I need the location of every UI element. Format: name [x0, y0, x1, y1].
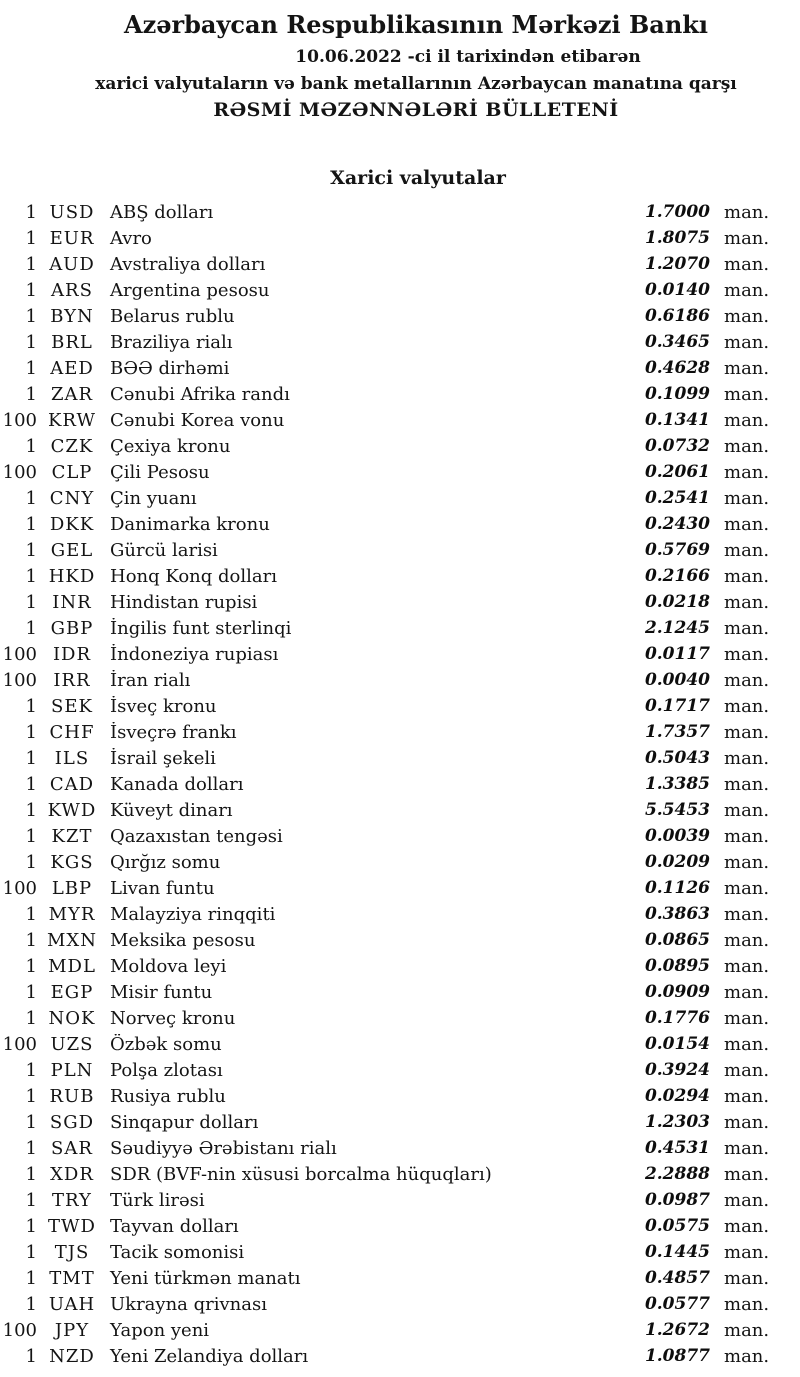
- currency-row: [0, 745, 800, 771]
- currency-code: JPY: [54, 1319, 90, 1341]
- currency-quantity: 1: [25, 487, 37, 509]
- currency-rate: 0.3863: [644, 904, 710, 924]
- currency-unit: man.: [724, 201, 770, 223]
- currency-code: ILS: [54, 747, 90, 769]
- currency-row: [0, 667, 800, 693]
- currency-code: LBP: [51, 877, 93, 899]
- currency-row: [0, 199, 800, 225]
- currency-name: Moldova leyi: [110, 955, 227, 977]
- currency-unit: man.: [724, 383, 770, 405]
- currency-name: İsveçrə frankı: [110, 721, 237, 743]
- currency-row: [0, 1083, 800, 1109]
- currency-name: Belarus rublu: [110, 305, 235, 327]
- currency-code: TJS: [54, 1241, 90, 1263]
- currency-unit: man.: [724, 591, 770, 613]
- currency-name: Malayziya rinqqiti: [110, 903, 276, 925]
- currency-name: Qırğız somu: [110, 851, 221, 873]
- currency-rate: 0.0039: [644, 826, 710, 846]
- currency-code: AED: [50, 357, 94, 379]
- currency-code: IRR: [53, 669, 91, 691]
- currency-rate: 0.1445: [644, 1242, 710, 1262]
- currency-rate: 1.8075: [644, 228, 710, 248]
- currency-row: [0, 277, 800, 303]
- currency-unit: man.: [724, 461, 770, 483]
- currency-row: [0, 485, 800, 511]
- currency-unit: man.: [724, 1189, 770, 1211]
- currency-unit: man.: [724, 1345, 770, 1367]
- currency-name: Misir funtu: [110, 981, 213, 1003]
- currency-rate: 0.0895: [644, 956, 710, 976]
- currency-unit: man.: [724, 253, 770, 275]
- currency-quantity: 1: [25, 1293, 37, 1315]
- currency-unit: man.: [724, 305, 770, 327]
- currency-quantity: 1: [25, 851, 37, 873]
- currency-unit: man.: [724, 1215, 770, 1237]
- currency-code: SEK: [51, 695, 93, 717]
- currency-code: KGS: [50, 851, 94, 873]
- currency-rate: 1.7000: [644, 202, 710, 222]
- currency-quantity: 1: [25, 1163, 37, 1185]
- currency-code: CNY: [49, 487, 95, 509]
- currency-row: [0, 303, 800, 329]
- exchange-rates-table: [0, 199, 800, 1369]
- currency-code: INR: [52, 591, 92, 613]
- currency-name: Səudiyyə Ərəbistanı rialı: [110, 1137, 337, 1159]
- currency-quantity: 1: [25, 357, 37, 379]
- currency-unit: man.: [724, 643, 770, 665]
- currency-code: ZAR: [50, 383, 94, 405]
- currency-unit: man.: [724, 1033, 770, 1055]
- currency-unit: man.: [724, 617, 770, 639]
- currency-code: KRW: [47, 409, 97, 431]
- currency-quantity: 1: [25, 227, 37, 249]
- currency-rate: 0.0218: [644, 592, 710, 612]
- currency-row: [0, 1187, 800, 1213]
- currency-rate: 0.0577: [644, 1294, 710, 1314]
- currency-name: ABŞ dolları: [110, 201, 214, 223]
- currency-unit: man.: [724, 1085, 770, 1107]
- currency-name: Çin yuanı: [110, 487, 197, 509]
- currency-quantity: 1: [25, 279, 37, 301]
- currency-rate: 0.3924: [644, 1060, 710, 1080]
- currency-name: Tacik somonisi: [110, 1241, 245, 1263]
- currency-code: KWD: [47, 799, 97, 821]
- currency-row: [0, 225, 800, 251]
- currency-name: Yeni türkmən manatı: [110, 1267, 301, 1289]
- currency-rate: 0.2430: [644, 514, 710, 534]
- currency-row: [0, 693, 800, 719]
- currency-unit: man.: [724, 435, 770, 457]
- currency-quantity: 1: [25, 1137, 37, 1159]
- currency-quantity: 1: [25, 201, 37, 223]
- currency-unit: man.: [724, 409, 770, 431]
- currency-code: NOK: [48, 1007, 96, 1029]
- currency-quantity: 1: [25, 305, 37, 327]
- currency-quantity: 100: [2, 643, 37, 665]
- currency-code: AUD: [49, 253, 95, 275]
- currency-name: İsveç kronu: [110, 695, 217, 717]
- currency-unit: man.: [724, 929, 770, 951]
- currency-quantity: 100: [2, 669, 37, 691]
- currency-rate: 0.1717: [644, 696, 710, 716]
- currency-code: EUR: [49, 227, 95, 249]
- currency-code: MDL: [48, 955, 96, 977]
- currency-quantity: 1: [25, 1215, 37, 1237]
- currency-row: [0, 1057, 800, 1083]
- currency-rate: 0.0575: [644, 1216, 710, 1236]
- currency-code: UZS: [50, 1033, 94, 1055]
- currency-unit: man.: [724, 1241, 770, 1263]
- currency-name: İndoneziya rupiası: [110, 643, 279, 665]
- currency-unit: man.: [724, 1007, 770, 1029]
- currency-rate: 0.1126: [644, 878, 710, 898]
- currency-rate: 0.4531: [644, 1138, 710, 1158]
- currency-quantity: 100: [2, 1319, 37, 1341]
- currency-rate: 0.0865: [644, 930, 710, 950]
- currency-name: Çexiya kronu: [110, 435, 231, 457]
- currency-name: Hindistan rupisi: [110, 591, 258, 613]
- currency-row: [0, 823, 800, 849]
- currency-row: [0, 589, 800, 615]
- currency-quantity: 1: [25, 1007, 37, 1029]
- currency-code: TMT: [49, 1267, 95, 1289]
- currency-quantity: 1: [25, 591, 37, 613]
- currency-unit: man.: [724, 695, 770, 717]
- subject-line: xarici valyutaların və bank metallarının Azərbaycan manatına qarşı: [95, 74, 737, 94]
- currency-quantity: 1: [25, 1111, 37, 1133]
- currency-name: İngilis funt sterlinqi: [110, 617, 292, 639]
- currency-quantity: 100: [2, 461, 37, 483]
- currency-code: MYR: [48, 903, 96, 925]
- currency-row: [0, 407, 800, 433]
- currency-name: Türk lirəsi: [110, 1189, 205, 1211]
- currency-rate: 1.3385: [644, 774, 710, 794]
- currency-quantity: 1: [25, 773, 37, 795]
- currency-name: Qazaxıstan tengəsi: [110, 825, 283, 847]
- currency-row: [0, 511, 800, 537]
- currency-name: Honq Konq dolları: [110, 565, 277, 587]
- currency-name: Yapon yeni: [110, 1319, 210, 1341]
- currency-rate: 0.4857: [644, 1268, 710, 1288]
- currency-unit: man.: [724, 773, 770, 795]
- currency-unit: man.: [724, 721, 770, 743]
- currency-rate: 0.0209: [644, 852, 710, 872]
- currency-row: [0, 1109, 800, 1135]
- currency-quantity: 1: [25, 1241, 37, 1263]
- currency-code: IDR: [52, 643, 92, 665]
- currency-row: [0, 1291, 800, 1317]
- currency-code: KZT: [51, 825, 93, 847]
- currency-quantity: 1: [25, 1085, 37, 1107]
- currency-name: Ukrayna qrivnası: [110, 1293, 267, 1315]
- currency-name: Meksika pesosu: [110, 929, 256, 951]
- currency-code: BYN: [50, 305, 94, 327]
- currency-name: Livan funtu: [110, 877, 215, 899]
- currency-name: Yeni Zelandiya dolları: [110, 1345, 309, 1367]
- currency-name: İsrail şekeli: [110, 747, 216, 769]
- currency-name: Avro: [110, 227, 152, 249]
- currency-name: Cənubi Korea vonu: [110, 409, 285, 431]
- currency-unit: man.: [724, 227, 770, 249]
- currency-quantity: 1: [25, 825, 37, 847]
- currency-unit: man.: [724, 877, 770, 899]
- currency-name: SDR (BVF-nin xüsusi borcalma hüquqları): [110, 1163, 492, 1185]
- currency-code: TWD: [48, 1215, 96, 1237]
- currency-quantity: 1: [25, 1345, 37, 1367]
- currency-code: SGD: [49, 1111, 95, 1133]
- currency-code: NZD: [49, 1345, 95, 1367]
- currency-rate: 0.3465: [644, 332, 710, 352]
- currency-code: MXN: [47, 929, 97, 951]
- currency-rate: 0.2166: [644, 566, 710, 586]
- currency-quantity: 1: [25, 617, 37, 639]
- currency-code: USD: [49, 201, 95, 223]
- currency-row: [0, 1161, 800, 1187]
- currency-row: [0, 1005, 800, 1031]
- currency-code: RUB: [49, 1085, 95, 1107]
- currency-unit: man.: [724, 487, 770, 509]
- currency-name: Rusiya rublu: [110, 1085, 226, 1107]
- currency-row: [0, 927, 800, 953]
- bulletin-title: RƏSMİ MƏZƏNNƏLƏRİ BÜLLETENİ: [213, 99, 619, 121]
- bank-title: Azərbaycan Respublikasının Mərkəzi Bankı: [123, 10, 709, 39]
- currency-row: [0, 1135, 800, 1161]
- currency-name: Avstraliya dolları: [110, 253, 266, 275]
- currency-code: GEL: [50, 539, 94, 561]
- currency-code: TRY: [52, 1189, 92, 1211]
- currency-row: [0, 537, 800, 563]
- currency-row: [0, 849, 800, 875]
- currency-quantity: 1: [25, 929, 37, 951]
- currency-rate: 2.2888: [644, 1164, 710, 1184]
- currency-quantity: 1: [25, 331, 37, 353]
- currency-rate: 0.0294: [644, 1086, 710, 1106]
- currency-unit: man.: [724, 513, 770, 535]
- currency-rate: 1.2672: [644, 1320, 710, 1340]
- currency-unit: man.: [724, 1137, 770, 1159]
- currency-quantity: 1: [25, 1267, 37, 1289]
- currency-rate: 0.1776: [644, 1008, 710, 1028]
- currency-rate: 0.1341: [644, 410, 710, 430]
- currency-row: [0, 901, 800, 927]
- currency-unit: man.: [724, 669, 770, 691]
- currency-quantity: 1: [25, 799, 37, 821]
- currency-rate: 0.0117: [644, 644, 710, 664]
- currency-row: [0, 251, 800, 277]
- currency-name: Cənubi Afrika randı: [110, 383, 290, 405]
- currency-quantity: 1: [25, 695, 37, 717]
- currency-rate: 0.0040: [644, 670, 710, 690]
- currency-rate: 0.0140: [644, 280, 710, 300]
- currency-row: [0, 719, 800, 745]
- currency-row: [0, 381, 800, 407]
- currency-quantity: 1: [25, 981, 37, 1003]
- currency-unit: man.: [724, 799, 770, 821]
- currency-row: [0, 641, 800, 667]
- currency-row: [0, 1343, 800, 1369]
- currency-code: XDR: [50, 1163, 94, 1185]
- currency-row: [0, 355, 800, 381]
- effective-date-line: 10.06.2022 -ci il tarixindən etibarən: [295, 47, 641, 67]
- currency-row: [0, 797, 800, 823]
- currency-row: [0, 1031, 800, 1057]
- currency-code: CZK: [50, 435, 94, 457]
- currency-code: BRL: [51, 331, 93, 353]
- currency-row: [0, 1265, 800, 1291]
- currency-row: [0, 433, 800, 459]
- currency-name: Norveç kronu: [110, 1007, 236, 1029]
- currency-rate: 0.0732: [644, 436, 710, 456]
- currency-row: [0, 771, 800, 797]
- currency-quantity: 100: [2, 877, 37, 899]
- currency-quantity: 1: [25, 539, 37, 561]
- currency-rate: 1.2303: [644, 1112, 710, 1132]
- currency-rate: 0.4628: [644, 358, 710, 378]
- currency-row: [0, 563, 800, 589]
- currency-unit: man.: [724, 539, 770, 561]
- currency-quantity: 100: [2, 409, 37, 431]
- currency-quantity: 100: [2, 1033, 37, 1055]
- currency-name: Argentina pesosu: [110, 279, 270, 301]
- currency-rate: 0.6186: [644, 306, 710, 326]
- currency-code: CHF: [49, 721, 95, 743]
- currency-unit: man.: [724, 1267, 770, 1289]
- currency-name: Küveyt dinarı: [110, 799, 233, 821]
- currency-rate: 0.0154: [644, 1034, 710, 1054]
- currency-name: Çili Pesosu: [110, 461, 210, 483]
- currency-unit: man.: [724, 1319, 770, 1341]
- currency-name: Kanada dolları: [110, 773, 244, 795]
- currency-quantity: 1: [25, 565, 37, 587]
- currency-name: Danimarka kronu: [110, 513, 270, 535]
- currency-row: [0, 329, 800, 355]
- currency-code: ARS: [51, 279, 93, 301]
- currency-rate: 1.7357: [644, 722, 710, 742]
- currency-rate: 2.1245: [644, 618, 710, 638]
- currency-name: Tayvan dolları: [110, 1215, 239, 1237]
- currency-rate: 1.2070: [644, 254, 710, 274]
- currency-code: CAD: [49, 773, 95, 795]
- currency-quantity: 1: [25, 721, 37, 743]
- currency-unit: man.: [724, 331, 770, 353]
- currency-row: [0, 875, 800, 901]
- currency-quantity: 1: [25, 513, 37, 535]
- currency-quantity: 1: [25, 747, 37, 769]
- currency-name: Sinqapur dolları: [110, 1111, 259, 1133]
- currency-code: EGP: [50, 981, 94, 1003]
- currency-unit: man.: [724, 903, 770, 925]
- currency-quantity: 1: [25, 383, 37, 405]
- currency-row: [0, 1317, 800, 1343]
- currency-rate: 0.0987: [644, 1190, 710, 1210]
- currency-row: [0, 1239, 800, 1265]
- currency-rate: 0.2541: [644, 488, 710, 508]
- currency-unit: man.: [724, 955, 770, 977]
- currency-quantity: 1: [25, 955, 37, 977]
- currency-unit: man.: [724, 981, 770, 1003]
- currency-name: Özbək somu: [110, 1033, 222, 1055]
- currency-unit: man.: [724, 851, 770, 873]
- currency-quantity: 1: [25, 1189, 37, 1211]
- currency-unit: man.: [724, 1111, 770, 1133]
- currency-unit: man.: [724, 279, 770, 301]
- currency-code: UAH: [48, 1293, 96, 1315]
- currency-name: İran rialı: [110, 669, 191, 691]
- currency-code: HKD: [48, 565, 96, 587]
- currency-code: PLN: [50, 1059, 94, 1081]
- currency-unit: man.: [724, 1293, 770, 1315]
- currency-rate: 0.5769: [644, 540, 710, 560]
- currency-unit: man.: [724, 825, 770, 847]
- currency-unit: man.: [724, 1059, 770, 1081]
- currency-name: Braziliya rialı: [110, 331, 233, 353]
- currency-code: SAR: [51, 1137, 93, 1159]
- currency-row: [0, 615, 800, 641]
- currency-rate: 0.1099: [644, 384, 710, 404]
- currency-row: [0, 1213, 800, 1239]
- section-title-foreign-currencies: Xarici valyutalar: [330, 167, 506, 189]
- currency-rate: 0.2061: [644, 462, 710, 482]
- currency-rate: 5.5453: [644, 800, 710, 820]
- currency-code: DKK: [49, 513, 95, 535]
- currency-rate: 1.0877: [644, 1346, 710, 1366]
- currency-unit: man.: [724, 357, 770, 379]
- currency-unit: man.: [724, 565, 770, 587]
- currency-code: CLP: [51, 461, 93, 483]
- currency-quantity: 1: [25, 253, 37, 275]
- currency-row: [0, 953, 800, 979]
- currency-quantity: 1: [25, 435, 37, 457]
- currency-code: GBP: [50, 617, 94, 639]
- currency-name: Gürcü larisi: [110, 539, 218, 561]
- currency-name: BƏƏ dirhəmi: [110, 357, 230, 379]
- currency-row: [0, 459, 800, 485]
- currency-unit: man.: [724, 1163, 770, 1185]
- currency-quantity: 1: [25, 1059, 37, 1081]
- currency-name: Polşa zlotası: [110, 1059, 223, 1081]
- currency-unit: man.: [724, 747, 770, 769]
- currency-rate: 0.5043: [644, 748, 710, 768]
- currency-quantity: 1: [25, 903, 37, 925]
- currency-row: [0, 979, 800, 1005]
- document-header: [16, 0, 800, 122]
- currency-rate: 0.0909: [644, 982, 710, 1002]
